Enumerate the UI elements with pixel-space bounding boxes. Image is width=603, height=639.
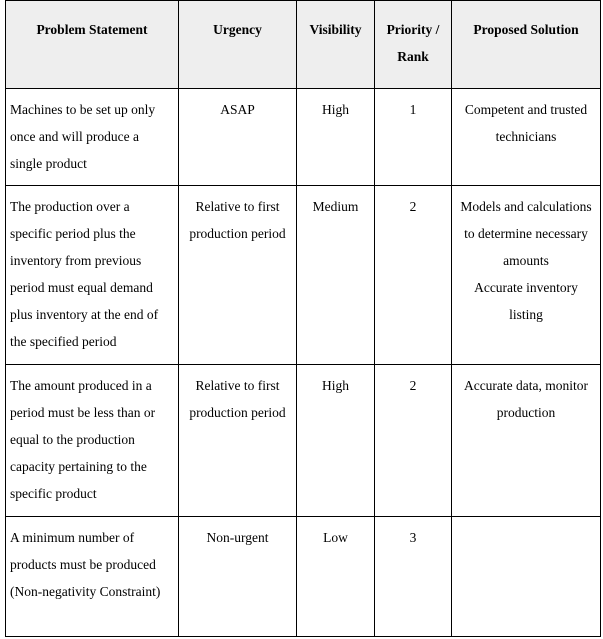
solution-line: Competent and trusted technicians xyxy=(464,102,588,144)
urgency-cell: Relative to first production period xyxy=(179,186,297,365)
header-proposed-solution: Proposed Solution xyxy=(452,1,601,89)
table-row xyxy=(6,186,601,365)
solution-cell xyxy=(452,517,601,637)
header-priority-rank: Priority / Rank xyxy=(375,1,452,89)
solution-line: Models and calculations to determine necessary amounts xyxy=(460,199,592,268)
priority-cell: 3 xyxy=(375,517,452,637)
problem-cell: The production over a specific period plus the inventory from previous period must equal demand plus inventory at the end of the specified period xyxy=(6,186,179,365)
visibility-cell: Low xyxy=(297,517,375,637)
visibility-cell: Medium xyxy=(297,186,375,365)
header-urgency: Urgency xyxy=(179,1,297,89)
priority-cell: 2 xyxy=(375,186,452,365)
solution-line: Accurate inventory listing xyxy=(474,280,578,322)
solution-line: Accurate data, monitor production xyxy=(463,378,589,420)
urgency-cell: ASAP xyxy=(179,89,297,186)
solution-cell xyxy=(452,186,601,365)
header-problem-statement: Problem Statement xyxy=(6,1,179,89)
table-row xyxy=(6,89,601,186)
problem-table xyxy=(5,0,601,637)
problem-cell: The amount produced in a period must be less than or equal to the production capacity pertaining to the specific product xyxy=(6,365,179,517)
table-row xyxy=(6,365,601,517)
table-row xyxy=(6,517,601,637)
header-visibility: Visibility xyxy=(297,1,375,89)
priority-cell: 2 xyxy=(375,365,452,517)
priority-cell: 1 xyxy=(375,89,452,186)
urgency-cell: Non-urgent xyxy=(179,517,297,637)
visibility-cell: High xyxy=(297,365,375,517)
visibility-cell: High xyxy=(297,89,375,186)
solution-cell xyxy=(452,89,601,186)
problem-cell: A minimum number of products must be produced (Non-negativity Constraint) xyxy=(6,517,179,637)
solution-cell xyxy=(452,365,601,517)
table-header-row xyxy=(6,1,601,89)
problem-cell: Machines to be set up only once and will produce a single product xyxy=(6,89,179,186)
urgency-cell: Relative to first production period xyxy=(179,365,297,517)
